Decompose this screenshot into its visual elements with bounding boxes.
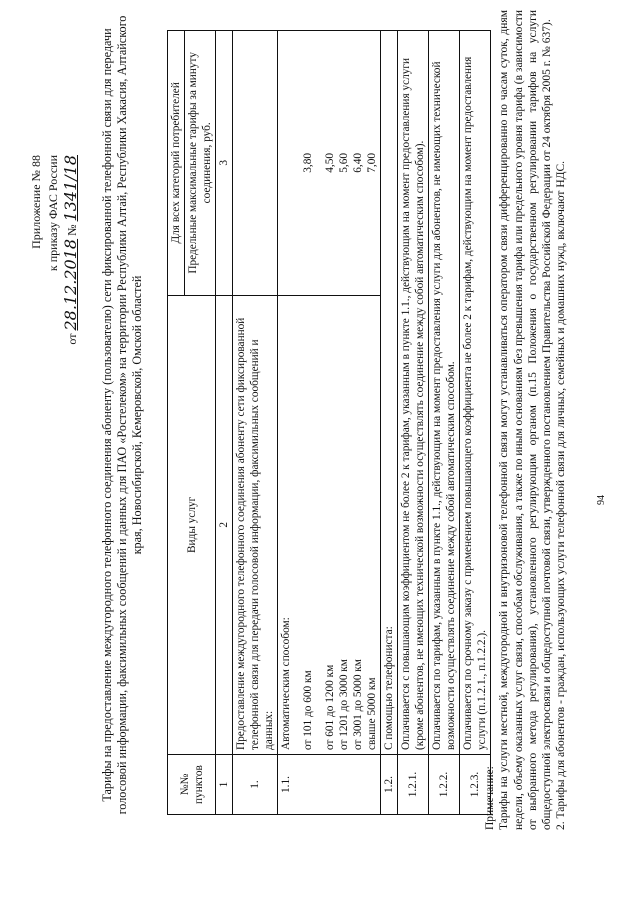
index-cell: 2: [216, 295, 233, 754]
row-price: [278, 31, 381, 296]
tariff-table: [167, 30, 491, 815]
distance-item: от 601 до 1200 км: [324, 664, 336, 751]
appendix-date-line: [62, 155, 81, 515]
header-col-price: Предельные максимальные тарифы за минуту соединения, руб.: [185, 31, 216, 296]
header-col-service: Виды услуг: [168, 295, 216, 754]
row-text: [278, 295, 381, 754]
appendix-number: Приложение № 88: [29, 155, 43, 249]
table-header-row: [168, 31, 185, 815]
distance-item: от 3001 до 5000 км: [352, 659, 364, 751]
price-item: 7,00: [366, 152, 378, 173]
index-cell: 1: [216, 755, 233, 815]
header-col-num: №№ пунктов: [168, 755, 216, 815]
notes-heading: Примечание:: [484, 766, 496, 830]
appendix-order-ref: к приказу ФАС России: [46, 155, 60, 272]
table-row: [398, 31, 429, 815]
appendix-header: [28, 155, 81, 515]
distance-item: от 101 до 600 км: [302, 670, 314, 751]
distance-item: от 1201 до 3000 км: [338, 659, 350, 751]
row-text: С помощью телефониста:: [381, 31, 398, 755]
page-number: 94: [596, 495, 607, 505]
note-2: 2. Тарифы для абонентов - граждан, использующих услуги телефонной связи для личных, семейных и домашних нужд, включают НДС.: [555, 160, 568, 830]
notes-section: [483, 10, 569, 830]
price-item: 6,40: [352, 152, 364, 173]
handwritten-number: 1341/18: [61, 155, 80, 222]
row-num: 1.2.: [381, 755, 398, 815]
row-text: Оплачивается по срочному заказу с применением повышающего коэффициента не более 2 к тарифам, действующим на момент предоставления услуги (п.1.2.1., п.1.2.2.).: [460, 31, 491, 755]
number-prefix: №: [65, 224, 79, 236]
row-num: 1.1.: [278, 755, 381, 815]
row-num: 1.: [233, 755, 278, 815]
row-num: 1.2.1.: [398, 755, 429, 815]
date-prefix: от: [65, 333, 79, 345]
table-row: [233, 31, 278, 815]
distance-item: свыше 5000 км: [366, 677, 378, 751]
row-text: Предоставление междугородного телефонного соединения абоненту сети фиксированной телефонной связи для передачи голосовой информации, факсимильных сообщений и данных:: [233, 295, 278, 754]
note-1: Тарифы на услуги местной, междугородной и внутризоновой телефонной связи могут устанавливаться оператором связи дифференцированно по часам суток, дням недели, объему оказанных услуг связи, способам обслуживания, а также по иным основаниям без превышения тарифа или предельного уровня тарифа (в зависимости от выбранного метода регулирования), установленного регулирующим органом (п.15 Положения о государственном регулировании тарифов на услуги общедоступной электросвязи и общедоступной почтовой связи, утвержденного постановлением Правительства Российской Федерации от 24 октября 2005 г. № 637).: [498, 10, 554, 830]
row-num: 1.2.2.: [429, 755, 460, 815]
table-row: [381, 31, 398, 815]
index-cell: 3: [216, 31, 233, 296]
handwritten-date: 28.12.2018: [61, 238, 80, 331]
price-item: 4,50: [324, 152, 336, 173]
row-text: Оплачивается с повышающим коэффициентом не более 2 к тарифам, указанным в пункте 1.1., действующим на момент предоставления услуги (кроме абонентов, не имеющих технической возможности осуществлять соединение между собой автоматическим способом).: [398, 31, 429, 755]
row-text: Оплачивается по тарифам, указанным в пункте 1.1., действующим на момент предоставления услуги для абонентов, не имеющих технической возможности осуществлять соединение между собой автоматическим способом.: [429, 31, 460, 755]
row-price: [233, 31, 278, 296]
table-row: [429, 31, 460, 815]
table-row: [278, 31, 381, 815]
document-title: Тарифы на предоставление междугородного телефонного соединения абоненту (пользователю) сети фиксированной телефонной связи для передачи голосовой информации, факсимильных сообщений и данных для ПАО «Ростелеком» на территории Республики Алтай, Республики Хакасия, Алтайского края, Новосибирской, Кемеровской, Омской областей: [100, 15, 144, 815]
row-num: 1.2.3.: [460, 755, 491, 815]
price-item: 3,80: [302, 152, 314, 173]
table-index-row: [216, 31, 233, 815]
header-col-group: Для всех категорий потребителей: [168, 31, 185, 296]
price-item: 5,60: [338, 152, 350, 173]
row-heading: Автоматическим способом:: [280, 617, 292, 751]
